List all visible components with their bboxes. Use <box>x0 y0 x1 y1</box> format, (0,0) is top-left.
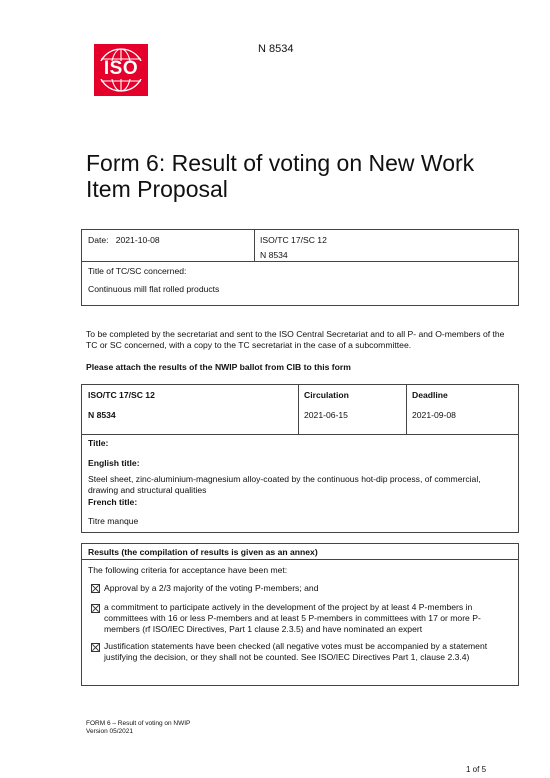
title-line-2: Item Proposal <box>86 176 228 202</box>
results-header: Results (the compilation of results is given as an annex) <box>88 547 318 557</box>
committee: ISO/TC 17/SC 12 <box>260 235 327 245</box>
tc-title-label: Title of TC/SC concerned: <box>88 266 187 276</box>
instructions-text: To be completed by the secretariat and sent to the ISO Central Secretariat and to all P- and O-members of the TC or SC concerned, with a copy to the TC secretariat in the case of a subcommittee. <box>86 329 505 350</box>
date-label: Date: <box>88 235 109 245</box>
ballot-committee: ISO/TC 17/SC 12 <box>88 390 155 400</box>
circulation-label: Circulation <box>304 390 349 400</box>
page-title <box>86 150 526 202</box>
french-title-value: Titre manque <box>88 516 139 526</box>
tc-title-value: Continuous mill flat rolled products <box>88 284 220 294</box>
french-title-label: French title: <box>88 497 138 507</box>
english-title-value: Steel sheet, zinc-aluminium-magnesium alloy-coated by the continuous hot-dip process, of commercial, drawing and structural qualities <box>88 474 481 495</box>
english-title-label: English title: <box>88 458 140 468</box>
date-value: 2021-10-08 <box>115 235 160 245</box>
attach-note: Please attach the results of the NWIP ballot from CIB to this form <box>86 362 351 372</box>
title-line-1: Form 6: Result of voting on New Work <box>86 150 475 176</box>
title-label: Title: <box>88 438 109 448</box>
criterion-3-checkbox[interactable] <box>91 643 100 652</box>
ballot-table <box>81 384 519 533</box>
circulation-date: 2021-06-15 <box>304 410 348 420</box>
results-table <box>81 543 519 686</box>
criterion-1-text: Approval by a 2/3 majority of the voting P-members; and <box>104 583 319 593</box>
logo-text: ISO <box>103 58 139 79</box>
document-ref: N 8534 <box>260 250 288 260</box>
criterion-2-checkbox[interactable] <box>91 604 100 613</box>
footer-version: Version 05/2021 <box>86 728 133 735</box>
footer-form-name: FORM 6 – Result of voting on NWIP <box>86 720 191 727</box>
iso-logo <box>94 44 148 96</box>
criterion-2-text: a commitment to participate actively in the development of the project by at least 4 P-members in committees with 16 or less P-members and at least 5 P-members in committees with 17 or more P- members (rf ISO/IEC Directives, Part 1 clause 2.3.5) and have nominated an expert <box>104 602 481 634</box>
document-number: N 8534 <box>258 43 294 55</box>
footer-form-info <box>86 720 190 736</box>
page-number: 1 of 5 <box>466 765 487 774</box>
date-field <box>88 235 160 245</box>
criteria-intro: The following criteria for acceptance have been met: <box>88 565 288 575</box>
ballot-number: N 8534 <box>88 410 116 420</box>
deadline-label: Deadline <box>412 390 448 400</box>
criterion-3-text: Justification statements have been checked (all negative votes must be accompanied by a statement justifying the decision, or they shall not be counted. See ISO/IEC Directives Part 1, clause 2.3.4) <box>104 641 488 662</box>
deadline-date: 2021-09-08 <box>412 410 456 420</box>
info-table <box>81 229 519 306</box>
criterion-1-checkbox[interactable] <box>91 584 100 593</box>
